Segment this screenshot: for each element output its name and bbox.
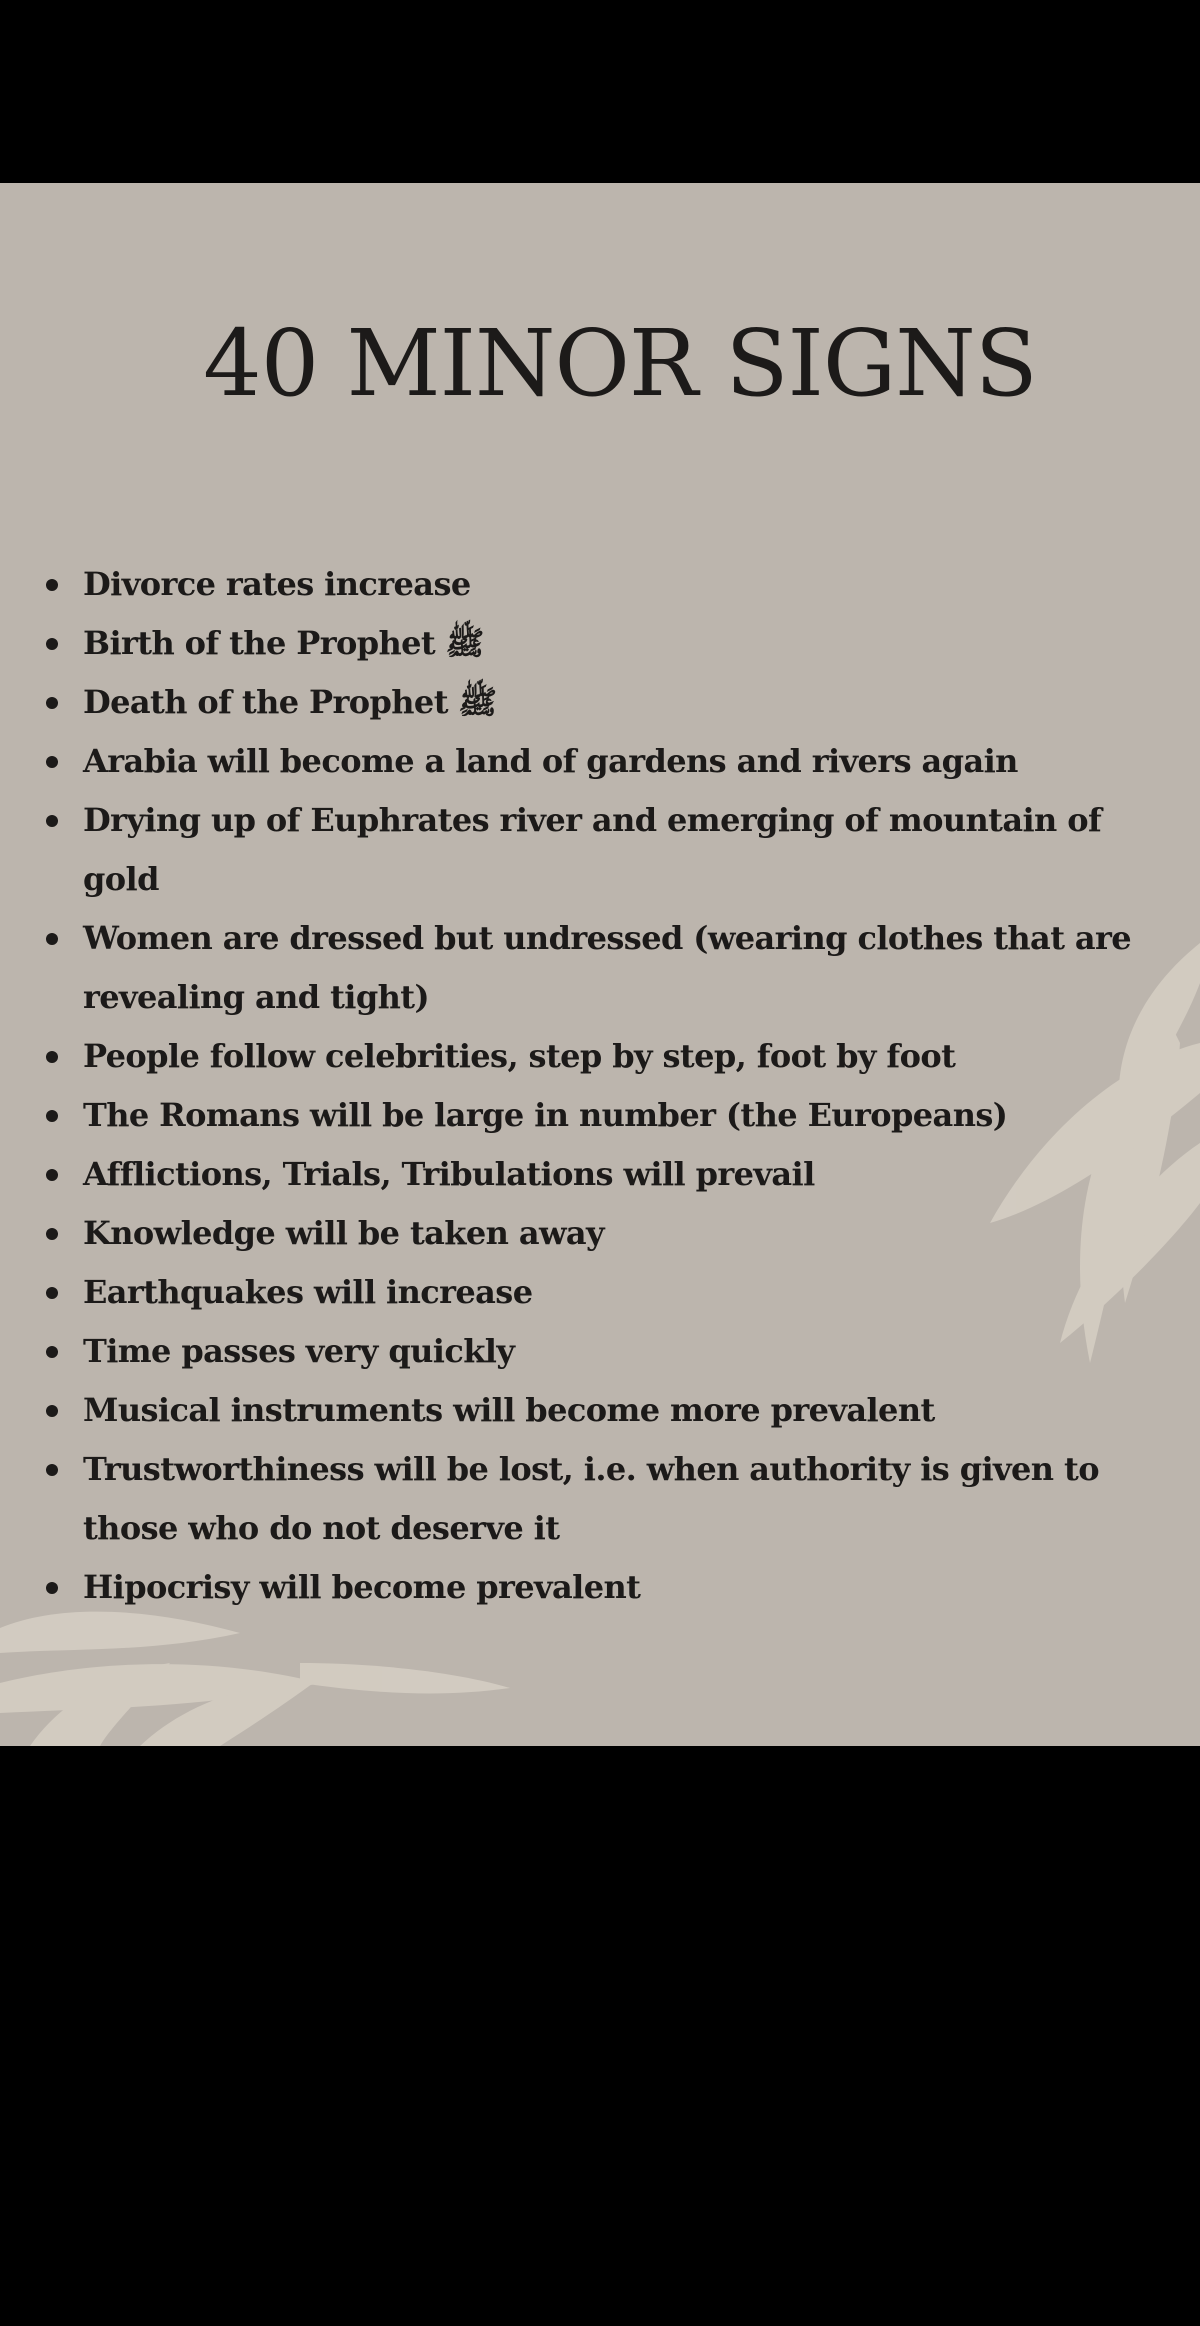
sign-text: Knowledge will be taken away bbox=[83, 1214, 605, 1252]
sign-text: Hipocrisy will become prevalent bbox=[83, 1568, 641, 1606]
sign-text: Afflictions, Trials, Tribulations will prevail bbox=[83, 1155, 815, 1193]
bottom-black-band bbox=[0, 1746, 1200, 2326]
sign-text: Women are dressed but undressed (wearing clothes that are revealing and tight) bbox=[83, 919, 1132, 1016]
bullet-icon bbox=[46, 1287, 58, 1299]
bullet-icon bbox=[46, 579, 58, 591]
sign-text: Musical instruments will become more prevalent bbox=[83, 1391, 935, 1429]
bullet-icon bbox=[46, 1346, 58, 1358]
bullet-icon bbox=[46, 815, 58, 827]
bullet-icon bbox=[46, 1464, 58, 1476]
bullet-icon bbox=[46, 1405, 58, 1417]
bullet-icon bbox=[46, 1582, 58, 1594]
sign-text: The Romans will be large in number (the Europeans) bbox=[83, 1096, 1008, 1134]
bullet-icon bbox=[46, 933, 58, 945]
list-item bbox=[0, 1204, 1180, 1263]
bullet-icon bbox=[46, 1110, 58, 1122]
leaf-decoration-bl-1 bbox=[0, 1612, 240, 1653]
sign-text: Death of the Prophet ﷺ bbox=[83, 683, 498, 721]
list-item bbox=[0, 614, 1180, 673]
minor-signs-card bbox=[0, 183, 1200, 1746]
sign-text: Trustworthiness will be lost, i.e. when authority is given to those who do not deserve it bbox=[83, 1450, 1099, 1547]
bullet-icon bbox=[46, 1051, 58, 1063]
list-item bbox=[0, 1381, 1180, 1440]
list-item bbox=[0, 1263, 1180, 1322]
sign-text: Divorce rates increase bbox=[83, 565, 471, 603]
list-item bbox=[0, 1027, 1180, 1086]
sign-text: Birth of the Prophet ﷺ bbox=[83, 624, 485, 662]
list-item bbox=[0, 732, 1180, 791]
sign-text: Arabia will become a land of gardens and rivers again bbox=[83, 742, 1018, 780]
list-item bbox=[0, 1322, 1180, 1381]
signs-list bbox=[0, 555, 1180, 1617]
list-item bbox=[0, 1145, 1180, 1204]
list-item bbox=[0, 673, 1180, 732]
list-item bbox=[0, 555, 1180, 614]
sign-text: Earthquakes will increase bbox=[83, 1273, 533, 1311]
leaf-decoration-bl-5 bbox=[300, 1663, 510, 1693]
page-title: 40 MINOR SIGNS bbox=[203, 310, 1037, 417]
list-item bbox=[0, 791, 1180, 909]
sign-text: Time passes very quickly bbox=[83, 1332, 515, 1370]
bullet-icon bbox=[46, 756, 58, 768]
top-black-band bbox=[0, 0, 1200, 183]
bullet-icon bbox=[46, 638, 58, 650]
list-item bbox=[0, 1440, 1180, 1558]
sign-text: Drying up of Euphrates river and emerging of mountain of gold bbox=[83, 801, 1102, 898]
list-item bbox=[0, 1558, 1180, 1617]
bullet-icon bbox=[46, 697, 58, 709]
list-item bbox=[0, 909, 1180, 1027]
sign-text: People follow celebrities, step by step, foot by foot bbox=[83, 1037, 956, 1075]
list-item bbox=[0, 1086, 1180, 1145]
bullet-icon bbox=[46, 1169, 58, 1181]
bullet-icon bbox=[46, 1228, 58, 1240]
